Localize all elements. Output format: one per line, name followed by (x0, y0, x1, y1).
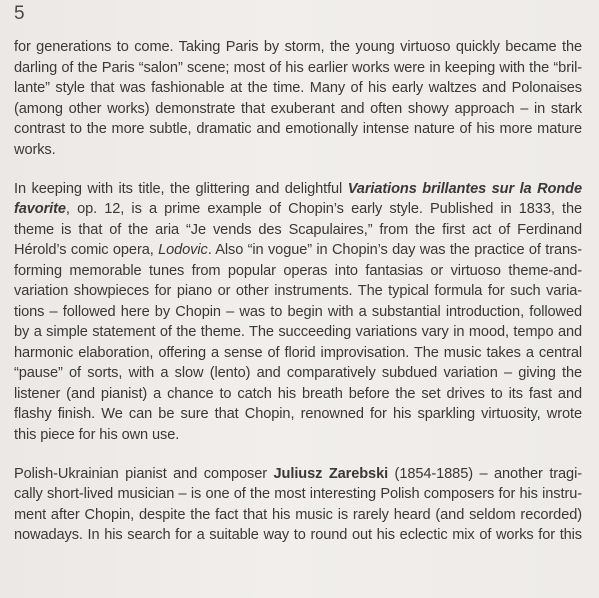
text-run: for generations to come. Taking Paris by storm, the young virtuoso quickly became the (14, 39, 582, 55)
text-line (14, 179, 582, 200)
text-run: (1854-1885) – another tragi- (388, 465, 582, 482)
text-line (14, 261, 582, 282)
text-line (14, 37, 582, 58)
text-line (14, 119, 582, 140)
body-text (14, 37, 582, 546)
text-run: by a simple statement of the theme. The succeeding variations vary in mood, tempo and (14, 324, 582, 340)
paragraph (14, 37, 582, 160)
paragraph (14, 179, 582, 446)
text-line (14, 464, 582, 485)
text-run: variation showpieces for piano or other instruments. The typical formula for such varia- (14, 283, 582, 299)
text-line (14, 99, 582, 120)
text-line (14, 302, 582, 323)
text-run: forming memorable tunes from popular operas into fantasias or virtuoso theme-and- (14, 262, 582, 279)
text-line (14, 220, 582, 241)
paragraph (14, 464, 582, 546)
text-run: tions – followed here by Chopin – was to begin with a substantial introduction, followed (14, 303, 582, 320)
bold-name: Juliusz Zarebski (273, 465, 389, 482)
text-run: theme is that of the aria “Je vends des Scapulaires,” from the first act of Ferdinand (14, 221, 582, 238)
text-line (14, 525, 582, 546)
text-run: ment after Chopin, despite the fact that his music is rarely heard (and seldom recorded) (14, 506, 582, 523)
text-run: works. (14, 141, 56, 158)
text-run: darling of the Paris “salon” scene; most of his earlier works were in keeping with the “bril- (14, 59, 582, 76)
text-line (14, 363, 582, 384)
text-line (14, 78, 582, 99)
text-line (14, 505, 582, 526)
text-line (14, 484, 582, 505)
text-run: Hérold’s comic opera, (14, 242, 159, 258)
text-run: (among other works) demonstrate that exuberant and often showy approach – in stark (14, 100, 582, 117)
text-run: Polish-Ukrainian pianist and composer (14, 465, 274, 482)
styled-title: Lodovic (158, 242, 208, 258)
text-run: contrast to the more subtle, dramatic and emotionally intense nature of his more mature (14, 121, 582, 137)
text-run: lante” style that was fashionable at the time. Many of his early waltzes and Polonaises (14, 80, 582, 96)
text-run: nowadays. In his search for a suitable way to round out his eclectic mix of works for this (14, 527, 582, 543)
text-line (14, 140, 582, 161)
styled-title: Variations brillantes sur la Ronde (347, 180, 582, 197)
text-line (14, 322, 582, 343)
text-run: harmonic elaboration, offering a sense of florid improvisation. The music takes a central (14, 344, 582, 361)
text-run: this piece for his own use. (14, 426, 180, 443)
text-line (14, 404, 582, 425)
text-run: . Also “in vogue” in Chopin’s day was the practice of trans- (207, 242, 583, 258)
text-line (14, 240, 582, 261)
text-run: “pause” of sorts, with a slow (lento) and comparatively subdued variation – giving the (14, 365, 582, 381)
styled-title: favorite (14, 201, 66, 217)
text-line (14, 343, 582, 364)
page-number: 5 (14, 3, 25, 24)
text-line (14, 281, 582, 302)
text-run: In keeping with its title, the glittering and delightful (14, 180, 348, 197)
text-line (14, 384, 582, 405)
text-line (14, 58, 582, 79)
text-run: cally short-lived musician – is one of the most interesting Polish composers for his instru- (14, 486, 582, 502)
text-line (14, 199, 582, 220)
text-run: flashy finish. We can be sure that Chopin, renowned for his sparkling virtuosity, wrote (14, 406, 582, 422)
text-line (14, 425, 582, 446)
text-run: listener (and pianist) a chance to catch his breath before the set drives to its fast and (14, 385, 582, 402)
text-run: , op. 12, is a prime example of Chopin’s early style. Published in 1833, the (65, 201, 582, 217)
